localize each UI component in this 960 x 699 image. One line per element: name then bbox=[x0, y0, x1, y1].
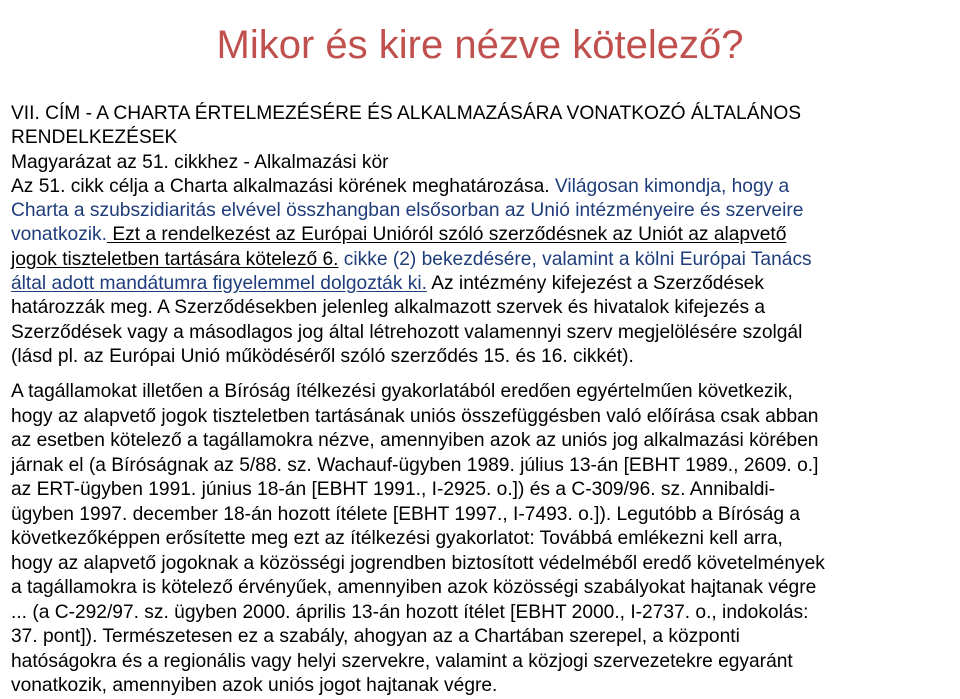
text-line: következőképpen erősítette meg ezt az ítélkezési gyakorlatot: Továbbá emlékezni kell arra, bbox=[11, 528, 783, 549]
text-line bbox=[11, 321, 956, 345]
underlined-text-segment: Ezt a rendelkezést az Európai Unióról szóló szerződésnek az Uniót az alapvető bbox=[106, 224, 787, 246]
highlighted-text-segment: Charta a szubszidiaritás elvével összhangban elsősorban az Unió intézményeire és szerveire bbox=[11, 200, 804, 222]
text-line: az esetben kötelező a tagállamokra nézve, amennyiben azok az uniós jog alkalmazási körében bbox=[11, 430, 819, 451]
text-line: a tagállamokra is kötelező érvényűek, amennyiben azok közösségi szabályokat hajtanak végre bbox=[11, 577, 817, 598]
charter-explanation-paragraph bbox=[11, 102, 956, 369]
text-line: járnak el (a Bíróságnak az 5/88. sz. Wachauf-ügyben 1989. július 13-án [EBHT 1989., 2609. o.] bbox=[11, 454, 819, 476]
highlighted-text-segment: vonatkozik. bbox=[11, 224, 107, 246]
text-line: hogy az alapvető jogoknak a közösségi jogrendben biztosított védelméből eredő követelmények bbox=[11, 552, 825, 574]
text-line: vonatkozik, amennyiben azok uniós jogot hajtanak végre. bbox=[11, 675, 498, 696]
text-line bbox=[11, 296, 956, 320]
text-segment: Az intézmény kifejezést a Szerződések bbox=[426, 273, 764, 295]
text-line bbox=[11, 126, 956, 150]
text-line: az ERT-ügyben 1991. június 18-án [EBHT 1991., I-2925. o.]) és a C-309/96. sz. Annibaldi- bbox=[11, 479, 776, 500]
text-segment: Szerződések vagy a másodlagos jog által létrehozott valamennyi szerv megjelölésére szolgál bbox=[11, 321, 803, 343]
slide-title: Mikor és kire nézve kötelező? bbox=[216, 23, 744, 67]
text-line bbox=[11, 102, 956, 126]
text-line: A tagállamokat illetően a Bíróság ítélkezési gyakorlatából eredően egyértelműen következik, bbox=[11, 381, 793, 402]
text-line bbox=[11, 223, 956, 247]
underlined-text-segment: jogok tiszteletben tartására kötelező 6. bbox=[11, 248, 339, 270]
highlighted-text-segment: Világosan kimondja, hogy a bbox=[554, 175, 790, 197]
text-line bbox=[11, 272, 956, 296]
highlighted-text-segment: cikke (2) bekezdésére, valamint a kölni Európai Tanács bbox=[338, 248, 812, 270]
text-line bbox=[11, 345, 956, 369]
text-line: hatóságokra és a regionális vagy helyi szervekre, valamint a közjogi szervezetekre egyaránt bbox=[11, 650, 793, 672]
text-line: hogy az alapvető jogok tiszteletben tartásának uniós összefüggésben való előírása csak abban bbox=[11, 405, 819, 427]
subheading-line: Magyarázat az 51. cikkhez - Alkalmazási kör bbox=[11, 151, 389, 173]
text-line: ... (a C-292/97. sz. ügyben 2000. április 13-án hozott ítélet [EBHT 2000., I-2737. o., indokolás: bbox=[11, 601, 809, 623]
text-segment: A Szerződésekben jelenleg alkalmazott szervek és hivatalok kifejezés a bbox=[152, 297, 766, 319]
text-line bbox=[11, 199, 956, 223]
heading-line-2: RENDELKEZÉSEK bbox=[11, 127, 178, 149]
text-line bbox=[11, 151, 956, 175]
text-line: 37. pont]). Természetesen ez a szabály, ahogyan az a Chartában szerepel, a központi bbox=[11, 626, 740, 647]
text-segment: határozzák meg. bbox=[11, 297, 153, 319]
highlighted-underlined-text-segment: által adott mandátumra figyelemmel dolgozták ki. bbox=[11, 273, 427, 295]
text-segment: (lásd pl. az Európai Unió működéséről szóló szerződés 15. és 16. cikkét). bbox=[11, 345, 634, 367]
text-line: ügyben 1997. december 18-án hozott ítélete [EBHT 1997., I-7493. o.]). Legutóbb a Bíróság a bbox=[11, 503, 800, 525]
text-segment: Az 51. cikk célja a Charta alkalmazási körének meghatározása. bbox=[11, 175, 555, 197]
text-line bbox=[11, 248, 956, 272]
text-line bbox=[11, 175, 956, 199]
member-states-paragraph bbox=[11, 380, 956, 699]
heading-line-1: VII. CÍM - A CHARTA ÉRTELMEZÉSÉRE ÉS ALKALMAZÁSÁRA VONATKOZÓ ÁLTALÁNOS bbox=[11, 103, 802, 124]
